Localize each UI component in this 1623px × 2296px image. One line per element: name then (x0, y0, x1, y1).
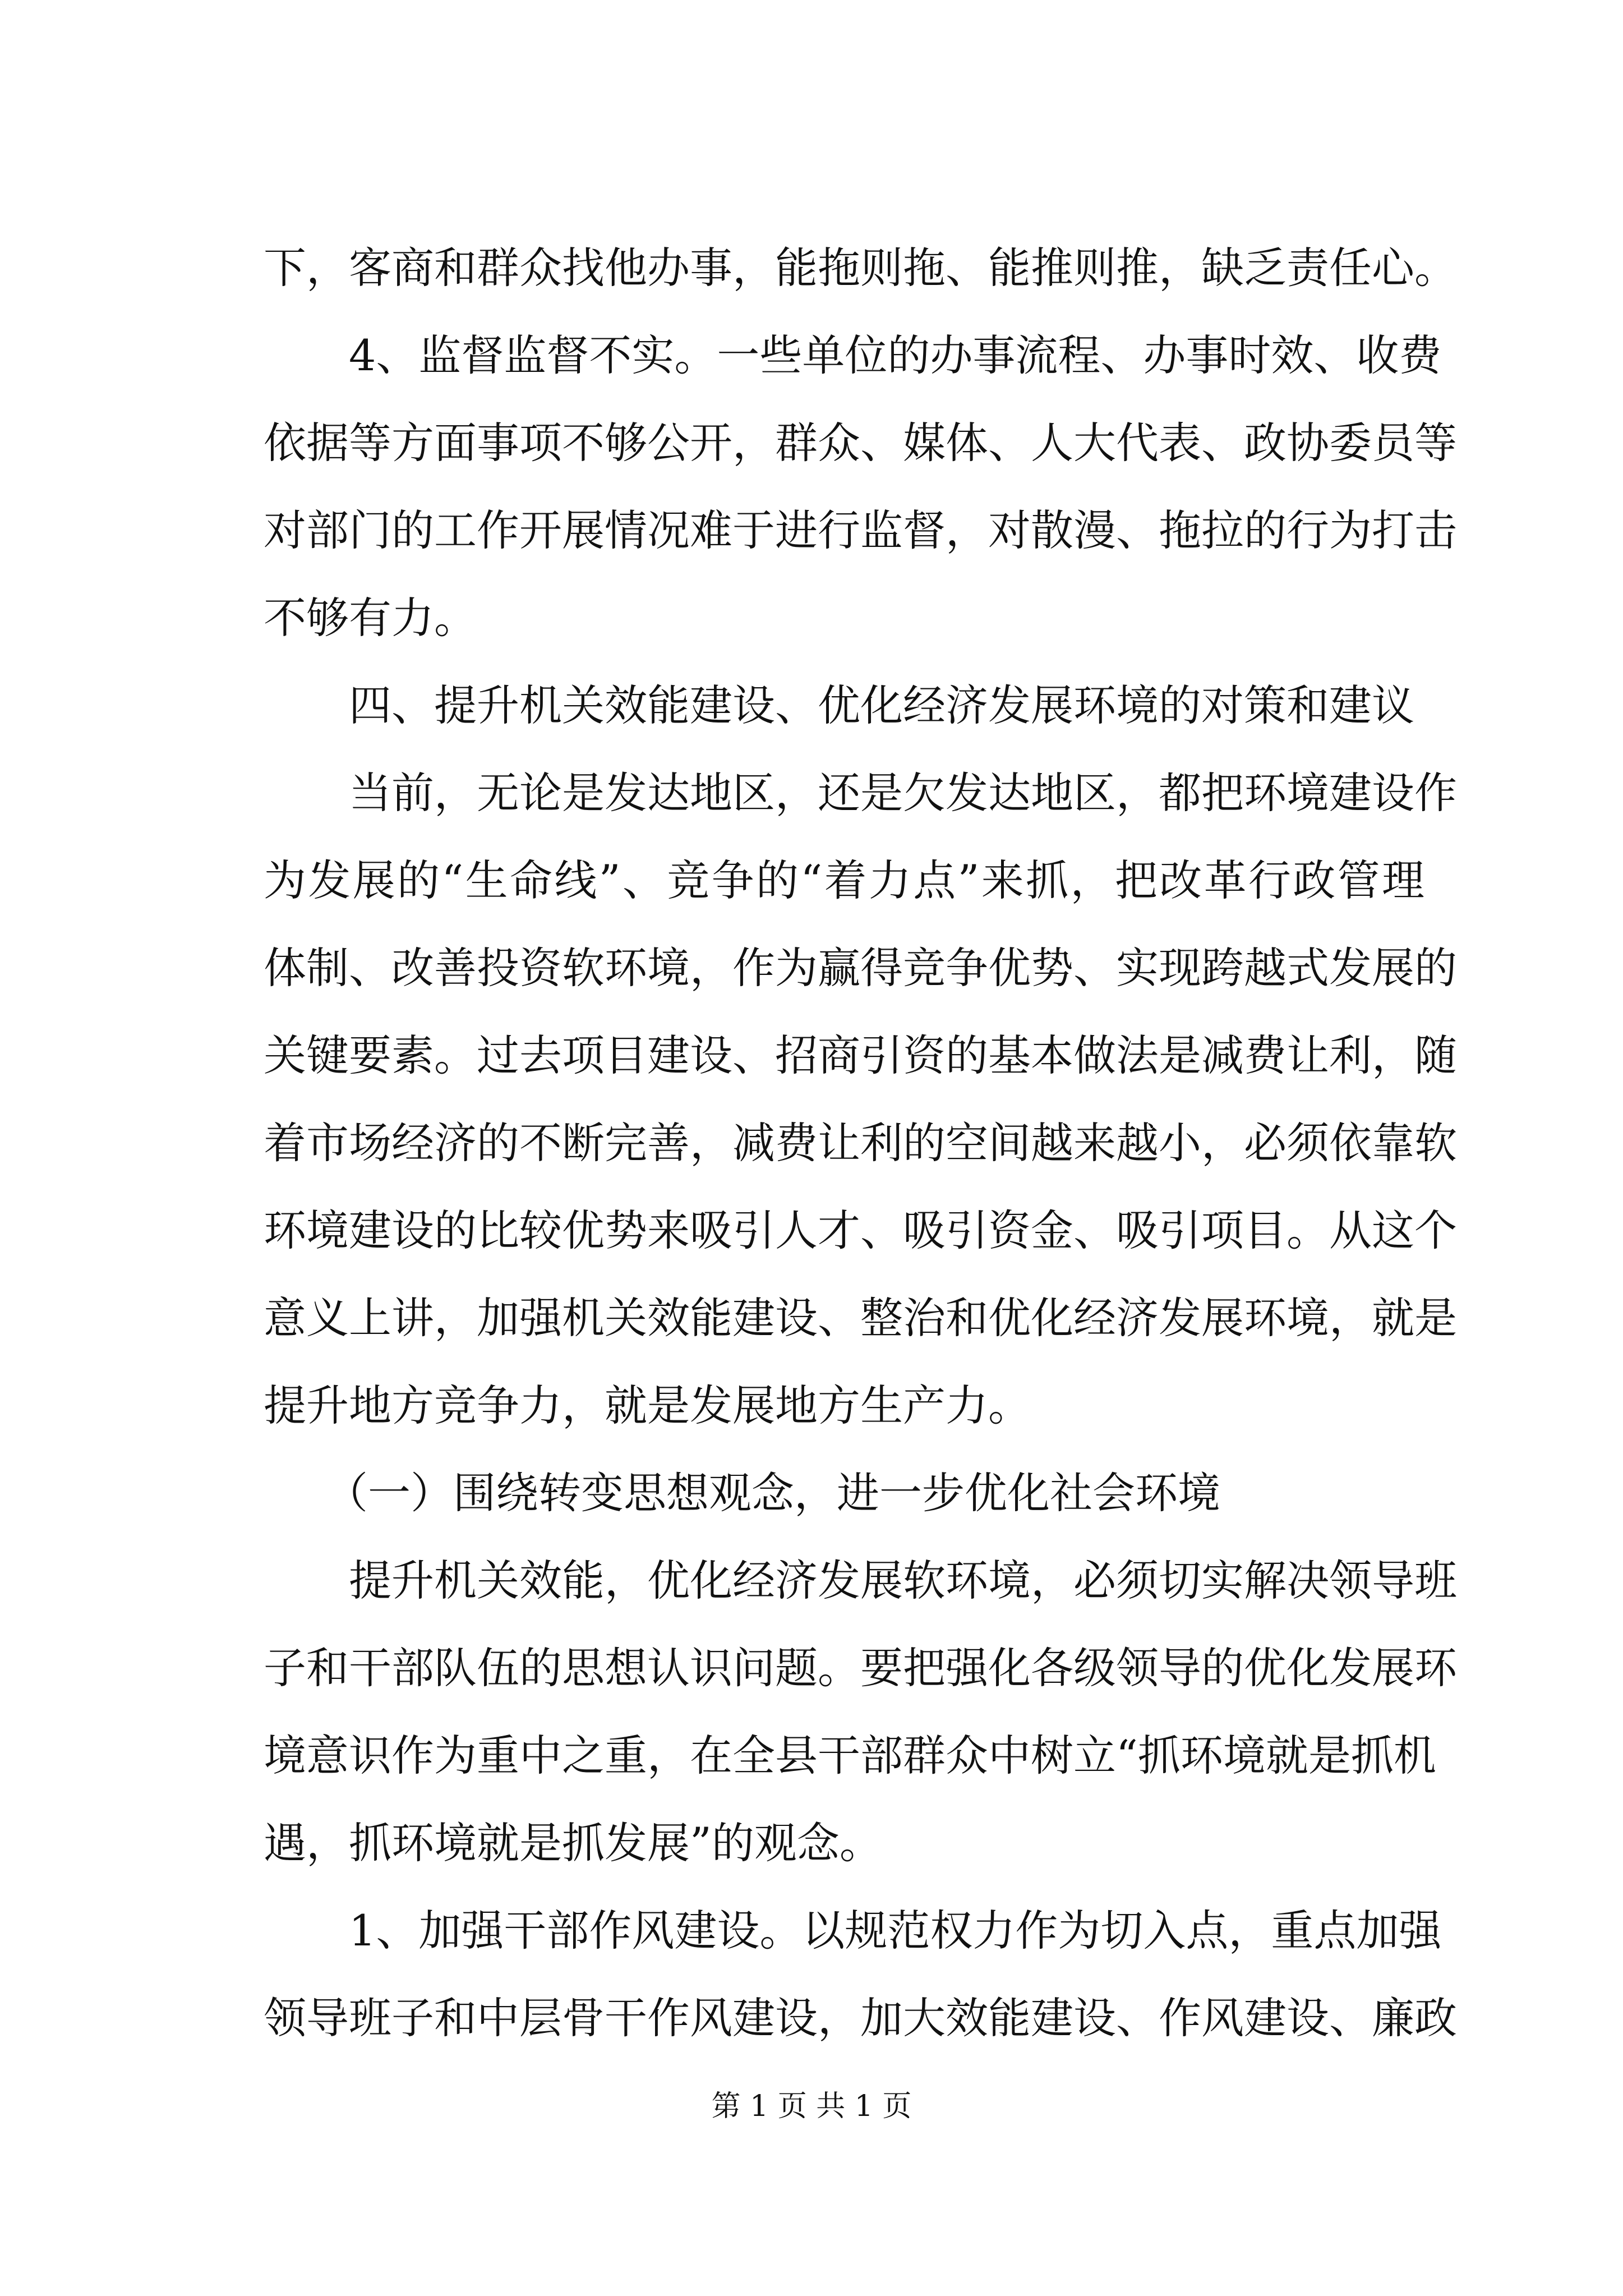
list-item-1: 1、加强干部作风建设。以规范权力作为切入点，重点加强 (349, 1906, 1442, 1955)
list-item-4: 4、监督监督不实。一些单位的办事流程、办事时效、收费 (349, 330, 1442, 380)
text-line: 下，客商和群众找他办事，能拖则拖、能推则推，缺乏责任心。 (264, 243, 1457, 293)
text-line: 子和干部队伍的思想认识问题。要把强化各级领导的优化发展环 (264, 1643, 1457, 1693)
text-line: 境意识作为重中之重，在全县干部群众中树立“抓环境就是抓机 (264, 1731, 1436, 1780)
text-line: 不够有力。 (264, 593, 477, 643)
text-line: 依据等方面事项不够公开，群众、媒体、人大代表、政协委员等 (264, 418, 1457, 468)
section-heading: 四、提升机关效能建设、优化经济发展环境的对策和建议 (349, 680, 1414, 730)
text-line: 遇，抓环境就是抓发展”的观念。 (264, 1818, 882, 1868)
paragraph-start: 提升机关效能，优化经济发展软环境，必须切实解决领导班 (349, 1556, 1457, 1605)
page-footer: 第 1 页 共 1 页 (711, 2090, 912, 2123)
text-line: 着市场经济的不断完善，减费让利的空间越来越小，必须依靠软 (264, 1118, 1457, 1168)
subsection-heading: （一）围绕转变思想观念，进一步优化社会环境 (325, 1468, 1220, 1518)
document-body (264, 224, 1457, 2062)
text-line: 环境建设的比较优势来吸引人才、吸引资金、吸引项目。从这个 (264, 1205, 1457, 1255)
text-line: 为发展的“生命线”、竞争的“着力点”来抓，把改革行政管理 (264, 855, 1424, 905)
text-line: 体制、改善投资软环境，作为赢得竞争优势、实现跨越式发展的 (264, 943, 1457, 993)
text-line: 提升地方竞争力，就是发展地方生产力。 (264, 1381, 1031, 1430)
text-line: 对部门的工作开展情况难于进行监督，对散漫、拖拉的行为打击 (264, 505, 1457, 555)
paragraph-start: 当前，无论是发达地区，还是欠发达地区，都把环境建设作 (349, 768, 1457, 818)
text-line: 领导班子和中层骨干作风建设，加大效能建设、作风建设、廉政 (264, 1993, 1457, 2043)
text-line: 意义上讲，加强机关效能建设、整治和优化经济发展环境，就是 (264, 1293, 1457, 1343)
text-line: 关键要素。过去项目建设、招商引资的基本做法是减费让利，随 (264, 1030, 1457, 1080)
